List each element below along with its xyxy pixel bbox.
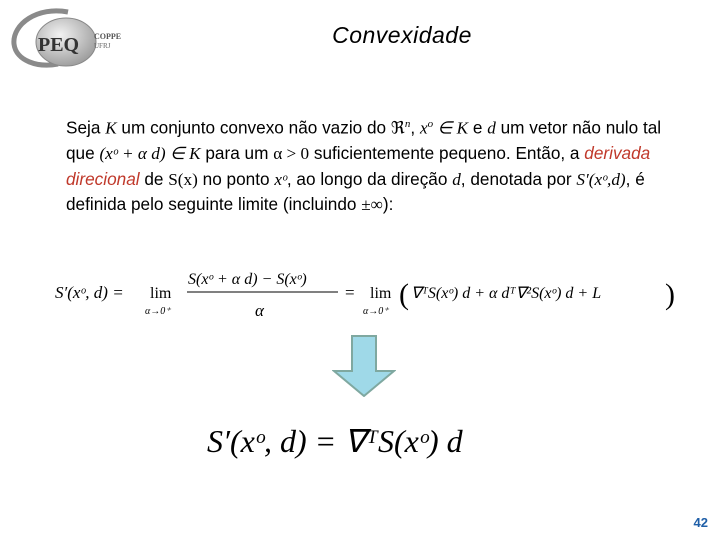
result-formula [205, 410, 525, 470]
math-K: K [105, 118, 117, 138]
text-run: para um [200, 143, 274, 164]
math-d: d [487, 118, 496, 138]
logo-sub1: COPPE [94, 32, 122, 41]
lim-label: lim [150, 285, 172, 302]
text-run: de [139, 168, 169, 189]
math-n: n [404, 118, 411, 130]
math-x0: xᵒ [274, 169, 287, 189]
logo-sub2: UFRJ [94, 42, 111, 50]
text-run: no ponto [197, 168, 275, 189]
math-sup-o: o [427, 118, 434, 130]
fraction-numerator: S(xᵒ + α d) − S(xᵒ) [188, 271, 307, 288]
lim-subscript: α→0⁺ [145, 306, 171, 317]
text-run: um conjunto convexo não vazio do [116, 117, 391, 138]
math-alpha-condition: α > 0 [273, 144, 310, 164]
equals-sign: = [345, 283, 355, 302]
limit-formula [55, 262, 695, 322]
text-run: Seja [66, 117, 106, 138]
formula-rhs: ∇ᵀS(xᵒ) d + α dᵀ∇²S(xᵒ) d + L [411, 285, 602, 302]
math-x: x [419, 118, 428, 138]
math-Sprime: S′(xᵒ,d) [576, 169, 626, 189]
open-paren: ( [399, 278, 409, 311]
math-condition: (xᵒ + α d) ∈ K [99, 144, 201, 164]
text-run: , ao longo da direção [286, 168, 453, 189]
lim-subscript: α→0⁺ [363, 306, 389, 317]
text-run: suficientemente pequeno. Então, a [309, 143, 585, 164]
math-plus-minus-infinity: ±∞ [361, 195, 383, 215]
lim-label: lim [370, 285, 392, 302]
text-run: , é definida pelo seguinte limite (incluindo [66, 168, 645, 215]
formula-lhs: S′(xᵒ, d) = [55, 283, 124, 302]
text-run: e [468, 117, 488, 138]
highlight-term: derivada direcional [66, 143, 651, 189]
math-d: d [452, 169, 461, 189]
definition-paragraph [66, 112, 676, 218]
slide-title: Convexidade [332, 22, 472, 48]
close-paren: ) [665, 278, 675, 311]
text-run: , denotada por [460, 168, 577, 189]
page-number: 42 [693, 515, 708, 530]
down-arrow-icon [332, 335, 396, 397]
math-in-K: ∈ K [433, 118, 469, 138]
logo-main: PEQ [38, 34, 80, 56]
fraction-denominator: α [255, 301, 264, 320]
text-run: um vetor não nulo tal que [66, 117, 662, 164]
text-run: ): [382, 194, 394, 215]
math-Sx: S(x) [168, 169, 198, 189]
math-R: ℜ [390, 118, 405, 138]
text-run: , [410, 117, 420, 138]
result-formula-text: S′(xᵒ, d) = ∇ᵀS(xᵒ) d [207, 423, 463, 459]
